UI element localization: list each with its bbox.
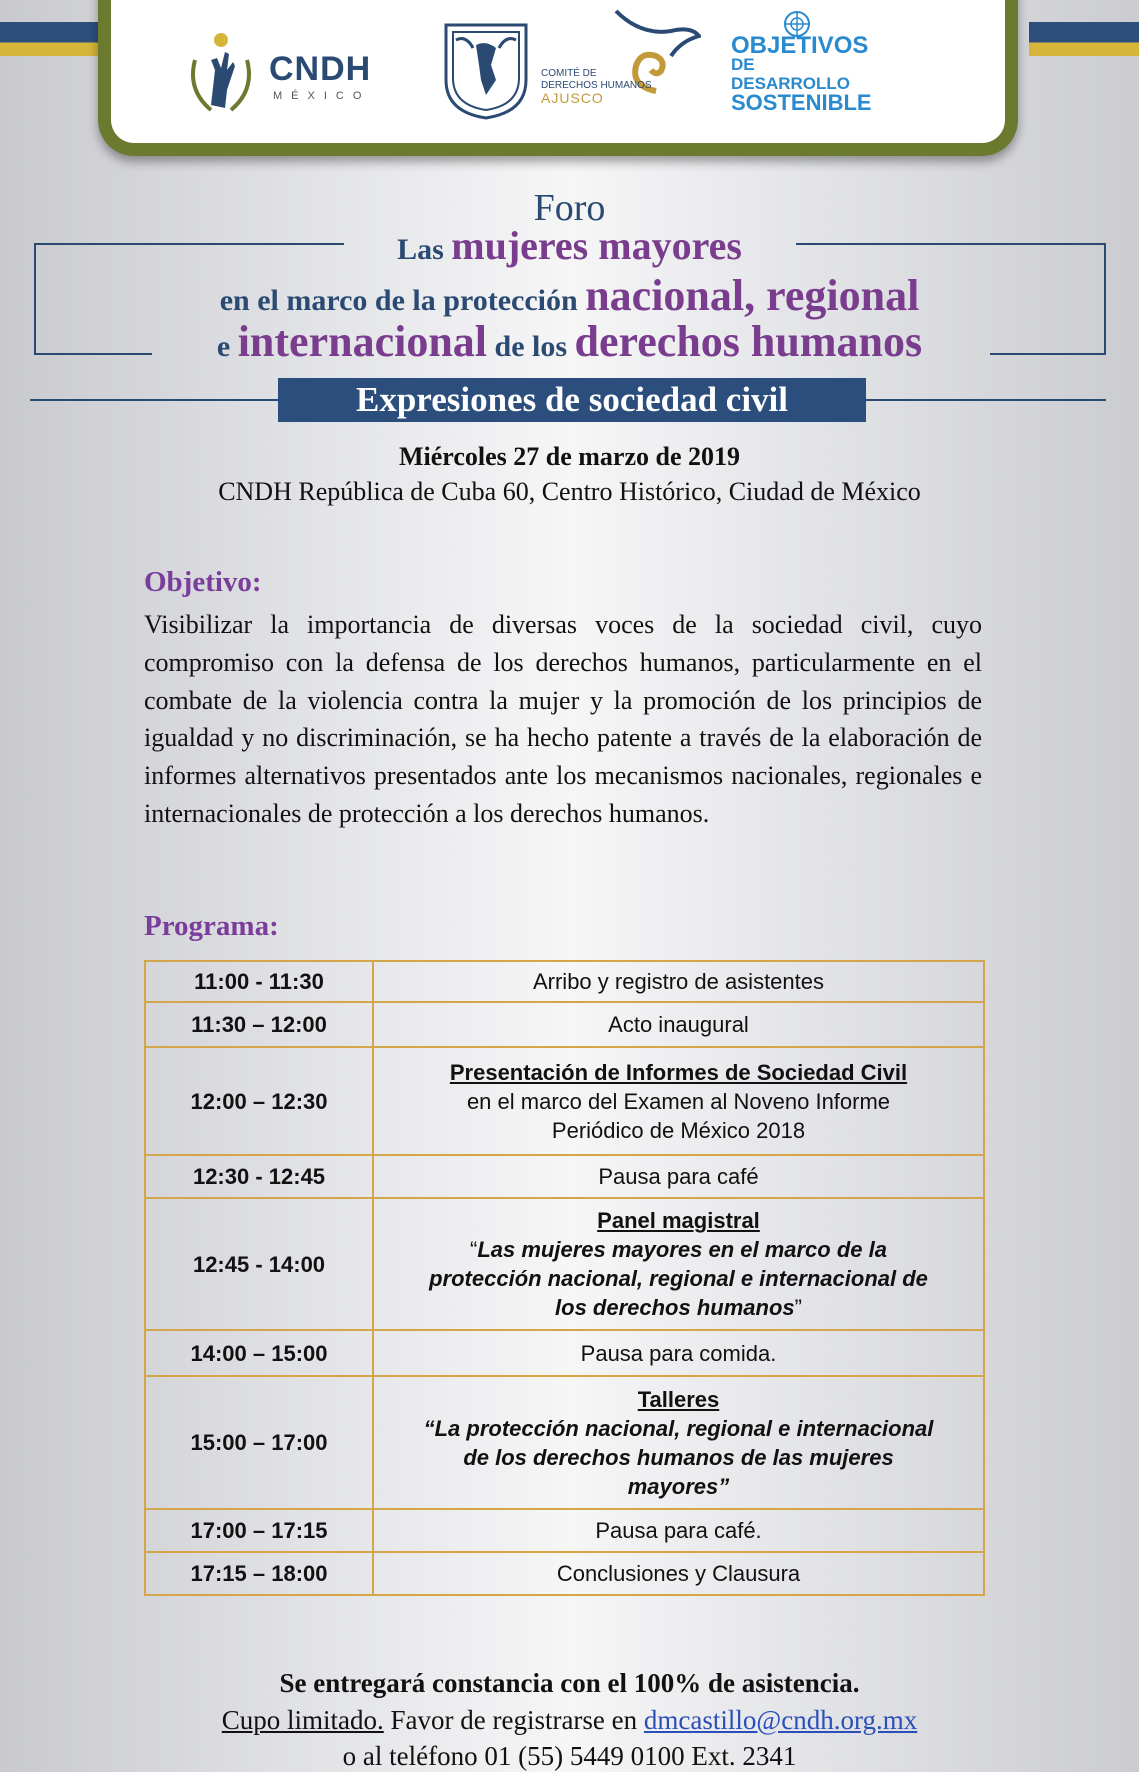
row-activity — [373, 1376, 984, 1509]
limited-capacity-text: Cupo limitado. — [221, 1705, 384, 1735]
activity-detail: en el marco del Examen al Noveno Informe Periódico de México 2018 — [466, 1088, 891, 1143]
table-row — [145, 961, 984, 1002]
unam-logo — [441, 20, 541, 120]
cndh-subtitle: MÉXICO — [273, 90, 371, 102]
row-time: 12:45 - 14:00 — [145, 1198, 373, 1330]
table-row — [145, 1509, 984, 1552]
register-text: Favor de registrarse en — [383, 1705, 644, 1735]
header-stripe-right — [1029, 22, 1139, 56]
row-activity: Arribo y registro de asistentes — [373, 961, 984, 1002]
objective-text: Visibilizar la importancia de diversas voces de la sociedad civil, cuyo compromiso con la defensa de los derechos humanos, particularmente en el combate de la violencia contra la mujer y la promoción de los principios de igualdad y no discriminación, se ha hecho patente a través de la elaboración de informes alternativos presentados ante los mecanismos nacionales, regionales e internacionales de protección a los derechos humanos. — [144, 610, 982, 828]
title-line-3: e internacional de los derechos humanos — [216, 317, 923, 366]
ajusco-logo — [541, 6, 701, 116]
row-time: 15:00 – 17:00 — [145, 1376, 373, 1509]
objective-heading: Objetivo: — [144, 566, 262, 598]
row-activity — [373, 1047, 984, 1155]
logo-banner — [98, 0, 1018, 156]
row-time: 11:00 - 11:30 — [145, 961, 373, 1002]
table-row — [145, 1552, 984, 1595]
row-activity: Conclusiones y Clausura — [373, 1552, 984, 1595]
unam-shield-icon — [441, 20, 531, 120]
program-heading: Programa: — [144, 910, 279, 942]
cndh-name: CNDH — [269, 50, 372, 88]
row-activity: Acto inaugural — [373, 1002, 984, 1047]
title-line-1: Las mujeres mayores — [397, 223, 742, 268]
subtitle-banner: Expresiones de sociedad civil — [278, 378, 866, 422]
table-row — [145, 1047, 984, 1155]
header-stripe-left — [0, 22, 110, 56]
activity-heading: Presentación de Informes de Sociedad Civil — [449, 1059, 908, 1085]
event-date: Miércoles 27 de marzo de 2019 — [398, 442, 741, 471]
ods-name: OBJETIVOS DE DESARROLLO SOSTENIBLE — [731, 32, 872, 115]
forum-label: Foro — [533, 187, 606, 229]
subtitle-rule-left — [30, 399, 280, 401]
activity-heading: Talleres — [637, 1386, 720, 1412]
registration-email-link[interactable]: dmcastillo@cndh.org.mx — [643, 1705, 918, 1735]
row-activity: Pausa para café — [373, 1155, 984, 1198]
row-time: 14:00 – 15:00 — [145, 1330, 373, 1376]
row-time: 11:30 – 12:00 — [145, 1002, 373, 1047]
program-table — [144, 960, 985, 1596]
certificate-notice: Se entregará constancia con el 100% de asistencia. — [279, 1668, 860, 1698]
ods-logo — [731, 10, 872, 115]
row-activity — [373, 1198, 984, 1330]
registration-notice — [0, 1705, 1139, 1736]
cndh-emblem-icon — [181, 30, 261, 120]
cndh-logo — [181, 30, 401, 120]
phone-notice: o al teléfono 01 (55) 5449 0100 Ext. 2341 — [342, 1741, 797, 1771]
row-time: 17:00 – 17:15 — [145, 1509, 373, 1552]
table-row — [145, 1002, 984, 1047]
event-place: CNDH República de Cuba 60, Centro Histórico, Ciudad de México — [218, 477, 921, 506]
table-row — [145, 1198, 984, 1330]
row-time: 12:00 – 12:30 — [145, 1047, 373, 1155]
subtitle-rule-right — [864, 399, 1106, 401]
table-row — [145, 1330, 984, 1376]
activity-quote: “Las mujeres mayores en el marco de la protección nacional, regional e internacional de los derechos humanos” — [429, 1237, 928, 1320]
row-activity: Pausa para comida. — [373, 1330, 984, 1376]
activity-quote: “La protección nacional, regional e internacional de los derechos humanos de las mujeres mayores” — [423, 1415, 934, 1499]
ajusco-name: COMITÉ DE DERECHOS HUMANOS AJUSCO — [541, 68, 652, 106]
row-time: 17:15 – 18:00 — [145, 1552, 373, 1595]
table-row — [145, 1376, 984, 1509]
title-line-2: en el marco de la protección nacional, regional — [219, 271, 920, 320]
row-activity: Pausa para café. — [373, 1509, 984, 1552]
table-row — [145, 1155, 984, 1198]
activity-heading: Panel magistral — [597, 1208, 760, 1233]
row-time: 12:30 - 12:45 — [145, 1155, 373, 1198]
